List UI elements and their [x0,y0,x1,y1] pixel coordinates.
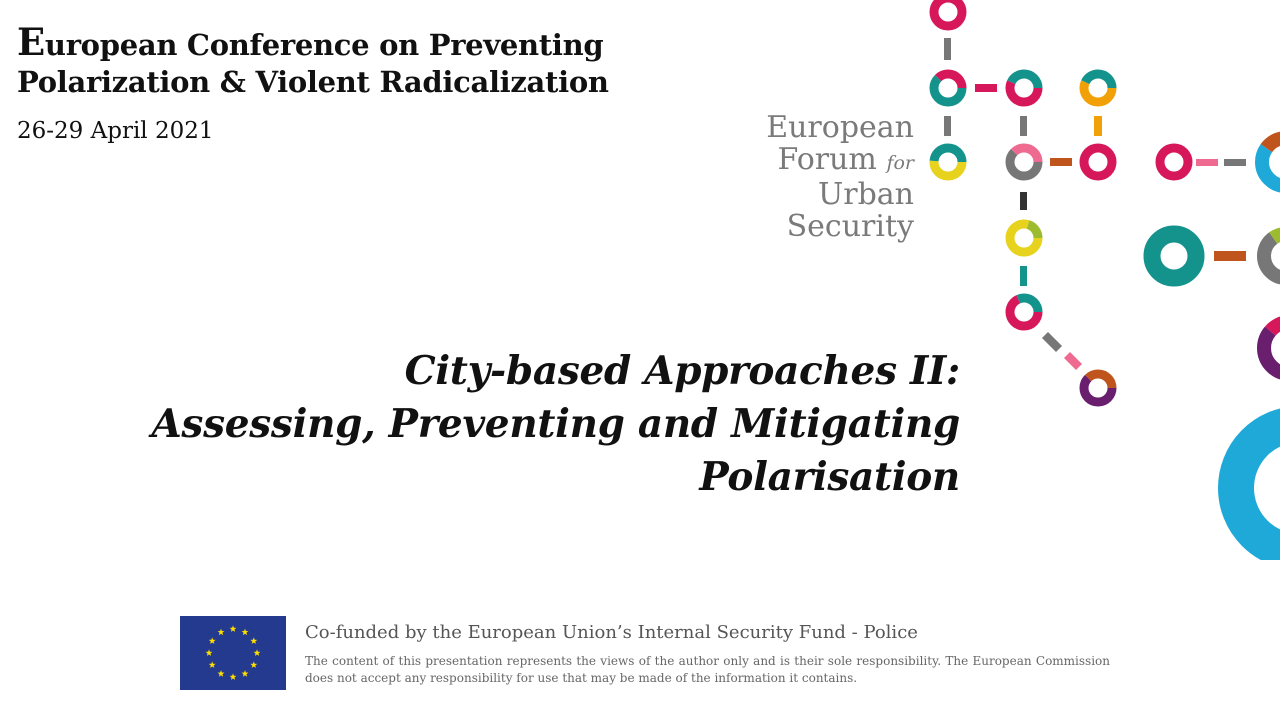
conference-title-initial: E [17,20,45,64]
session-title-line3: Polarisation [699,454,960,500]
funding-statement: Co-funded by the European Union’s Internal Security Fund - Police [305,622,918,643]
disclaimer-text: The content of this presentation represents the views of the author only and is their sole responsibility. The European Commission does not accept any responsibility for use that may be made of the information it contains. [305,654,1110,685]
logo-node-7 [1160,148,1188,176]
logo-node-large-teal [1152,234,1196,278]
eu-flag-icon [180,616,286,690]
logo-node-5 [1010,148,1038,176]
session-title-line1: City-based Approaches II: [404,348,960,394]
logo-node-right-edge-large [1236,424,1280,552]
efus-wordmark-forum: Forum [777,142,877,177]
efus-logo-wordmark [740,112,914,243]
logo-node-right-edge-2 [1264,234,1280,278]
efus-wordmark-line2 [740,144,914,179]
logo-node-6 [1084,148,1112,176]
logo-connectors [944,38,1246,370]
conference-title-line1 [17,20,609,64]
conference-dates: 26-29 April 2021 [17,118,214,144]
efus-wordmark-line4: Security [786,209,914,244]
session-title-line2: Assessing, Preventing and Mitigating [151,401,960,447]
logo-node-10 [1084,374,1112,402]
efus-wordmark-for: for [886,152,914,174]
conference-title-line2: Polarization & Violent Radicalization [17,65,609,99]
efus-wordmark-line1: European [766,110,914,145]
conference-title [17,20,609,101]
logo-node-top [934,0,962,26]
logo-node-8 [1010,224,1038,252]
logo-node-right-edge-1 [1262,138,1280,186]
logo-node-4 [934,148,962,176]
logo-node-2 [1010,74,1038,102]
efus-network-logo [740,0,1280,560]
conference-title-line1-text: uropean Conference on Preventing [44,28,604,62]
logo-node-9 [1010,298,1038,326]
logo-node-right-edge-3 [1264,322,1280,374]
efus-wordmark-line3: Urban [817,177,914,212]
logo-node-3 [1084,74,1112,102]
logo-node-1 [934,74,962,102]
